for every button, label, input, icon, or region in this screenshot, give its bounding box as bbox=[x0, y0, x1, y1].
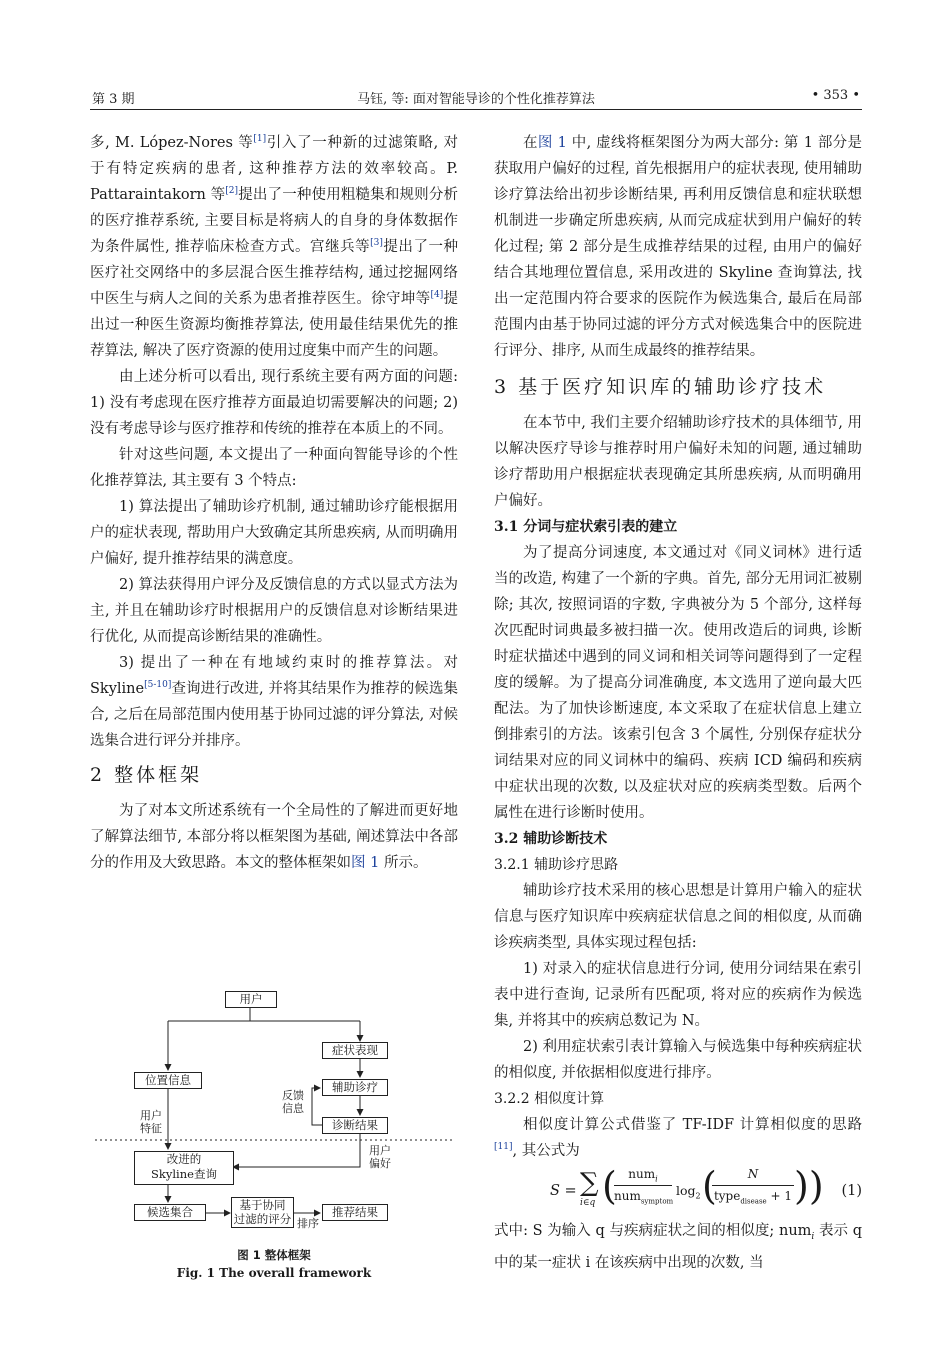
figure-caption-en: Fig. 1 The overall framework bbox=[176, 1266, 372, 1280]
paragraph: 在图 1 中, 虚线将框架图分为两大部分: 第 1 部分是获取用户偏好的过程, 首先根据用户的症状表现, 使用辅助诊疗算法给出初步诊断结果, 再利用反馈信息和症状联想机制进一步确定所患疾病, 从而完成症状到用户偏好的转化过程; 第 2 部分是生成推荐结果的过程, 由用户的偏好结合其地理位置信息, 采用改进的 Skyline 查询算法, 找出一定范围内符合要求的医院作为候选集合, 最后在局部范围内由基于协同过滤的评分方式对候选集合中的医院进行评分、排序, 从而生成最终的推荐结果。 bbox=[494, 135, 863, 359]
subsubsection-heading: 3.2.2 相似度计算 bbox=[494, 1091, 605, 1107]
right-column bbox=[494, 130, 862, 1276]
user-feature-label: 用户 特征 bbox=[140, 1109, 162, 1135]
paragraph: 多, M. López-Nores 等[1]引入了一种新的过滤策略, 对于有特定疾病的患者, 这种推荐方法的效率较高。P. Pattaraintakorn 等[2]提出了一种使用粗糙集和规则分析的医疗推荐系统, 主要目标是将病人的自身的身体数据作为条件属性, 推荐临床检查方式。宫继兵等[3]提出了一种医疗社交网络中的多层混合医生推荐结构, 通过挖掘网络中医生与病人之间的关系为患者推荐医生。徐守坤等[4]提出过一种医生资源均衡推荐算法, 使用最佳结果优先的推荐算法, 解决了医疗资源的使用过度集中而产生的问题。 bbox=[90, 134, 459, 359]
equation-number: (1) bbox=[841, 1183, 862, 1199]
citation[interactable]: [1] bbox=[253, 134, 267, 145]
cf-score-box: 基于协同 过滤的评分 bbox=[231, 1197, 294, 1228]
similarity-formula: S = ∑ i∈q ( num$_i$ num$_{symptom}$ $\log_2$ ( N type$_{disease}$ + 1 )) (1) bbox=[550, 1164, 862, 1208]
assist-box: 辅助诊疗 bbox=[322, 1079, 388, 1096]
left-column bbox=[90, 130, 458, 876]
paragraph: 在本节中, 我们主要介绍辅助诊疗技术的具体细节, 用以解决医疗导诊与推荐时用户偏好未知的问题, 通过辅助诊疗帮助用户根据症状表现确定其所患疾病, 从而明确用户偏好。 bbox=[494, 415, 862, 509]
citation[interactable]: [11] bbox=[494, 1142, 513, 1153]
figure-1 bbox=[90, 985, 458, 1285]
paragraph: 2) 算法获得用户评分及反馈信息的方式以显式方法为主, 并且在辅助诊疗时根据用户的反馈信息对诊断结果进行优化, 从而提高诊断结果的准确性。 bbox=[90, 577, 458, 645]
header-rule bbox=[90, 109, 862, 110]
citation[interactable]: [3] bbox=[370, 238, 383, 249]
paragraph: 为了提高分词速度, 本文通过对《同义词林》进行适当的改造, 构建了一个新的字典。首先, 部分无用词汇被剔除; 其次, 按照词语的字数, 字典被分为 5 个部分, 这样每次匹配时词典最多被扫描一次。使用改造后的词典, 诊断时症状描述中遇到的同义词和相关词等问题得到了一定程度的缓解。为了提高分词准确度, 本文选用了逆向最大匹配法。为了加快诊断速度, 本文采取了在症状信息上建立倒排索引的方法。该索引包含 3 个属性, 分别保存症状分词结果对应的同义词林中的编码、疾病 ICD 编码和疾病中症状出现的次数, 以及症状对应的疾病类型数。后两个属性在进行诊断时使用。 bbox=[494, 545, 862, 821]
figure-link[interactable]: 图 1 bbox=[537, 135, 567, 151]
diagnosis-box: 诊断结果 bbox=[322, 1117, 388, 1134]
paragraph: 针对这些问题, 本文提出了一种面向智能导诊的个性化推荐算法, 其主要有 3 个特点: bbox=[90, 447, 458, 489]
skyline-box: 改进的 Skyline查询 bbox=[134, 1151, 234, 1185]
paragraph: 式中: S 为输入 q 与疾病症状之间的相似度; num$_i$ 表示 q 中的某一症状 i 在该疾病中出现的次数, 当 bbox=[494, 1223, 862, 1271]
symptom-box: 症状表现 bbox=[322, 1042, 388, 1059]
result-box: 推荐结果 bbox=[322, 1204, 388, 1221]
paragraph: 1) 对录入的症状信息进行分词, 使用分词结果在索引表中进行查询, 记录所有匹配项, 将对应的疾病作为候选集, 并将其中的疾病总数记为 N。 bbox=[494, 961, 862, 1029]
subsection-heading: 3.1 分词与症状索引表的建立 bbox=[494, 519, 678, 535]
paragraph: 相似度计算公式借鉴了 TF-IDF 计算相似度的思路[11], 其公式为 bbox=[494, 1117, 862, 1159]
subsection-heading: 3.2 辅助诊断技术 bbox=[494, 831, 608, 847]
location-box: 位置信息 bbox=[134, 1072, 202, 1089]
citation[interactable]: [5-10] bbox=[144, 680, 172, 691]
citation[interactable]: [2] bbox=[225, 186, 239, 197]
sort-label: 排序 bbox=[297, 1217, 319, 1230]
candidate-box: 候选集合 bbox=[134, 1204, 206, 1221]
paragraph: 1) 算法提出了辅助诊疗机制, 通过辅助诊疗能根据用户的症状表现, 帮助用户大致确定其所患疾病, 从而明确用户偏好, 提升推荐结果的满意度。 bbox=[90, 499, 458, 567]
running-title: 马钰, 等: 面对智能导诊的个性化推荐算法 bbox=[357, 92, 595, 107]
figure-caption-cn: 图 1 整体框架 bbox=[237, 1248, 311, 1262]
user-preference-label: 用户 偏好 bbox=[369, 1144, 391, 1170]
journal-issue: 第 3 期 bbox=[92, 92, 135, 107]
page-number: • 353 • bbox=[811, 88, 860, 103]
paragraph: 2) 利用症状索引表计算输入与候选集中每种疾病症状的相似度, 并依据相似度进行排序。 bbox=[494, 1039, 862, 1081]
paragraph: 为了对本文所述系统有一个全局性的了解进而更好地了解算法细节, 本部分将以框架图为基础, 阐述算法中各部分的作用及大致思路。本文的整体框架如图 1 所示。 bbox=[90, 803, 458, 871]
feedback-label: 反馈 信息 bbox=[282, 1089, 304, 1115]
figure-link[interactable]: 图 1 bbox=[351, 855, 380, 871]
paragraph: 3) 提出了一种在有地域约束时的推荐算法。对 Skyline[5-10]查询进行改进, 并将其结果作为推荐的候选集合, 之后在局部范围内使用基于协同过滤的评分算法, 对候选集合进行评分并排序。 bbox=[90, 655, 458, 749]
section-heading: 2 整体框架 bbox=[90, 764, 203, 786]
subsubsection-heading: 3.2.1 辅助诊疗思路 bbox=[494, 857, 619, 873]
paragraph: 由上述分析可以看出, 现行系统主要有两方面的问题: 1) 没有考虑现在医疗推荐方面最迫切需要解决的问题; 2) 没有考虑导诊与医疗推荐和传统的推荐在本质上的不同。 bbox=[90, 369, 458, 437]
paragraph: 辅助诊疗技术采用的核心思想是计算用户输入的症状信息与医疗知识库中疾病症状信息之间的相似度, 从而确诊疾病类型, 具体实现过程包括: bbox=[494, 883, 862, 951]
section-heading: 3 基于医疗知识库的辅助诊疗技术 bbox=[494, 376, 827, 398]
citation[interactable]: [4] bbox=[430, 290, 444, 301]
user-box: 用户 bbox=[225, 991, 277, 1008]
